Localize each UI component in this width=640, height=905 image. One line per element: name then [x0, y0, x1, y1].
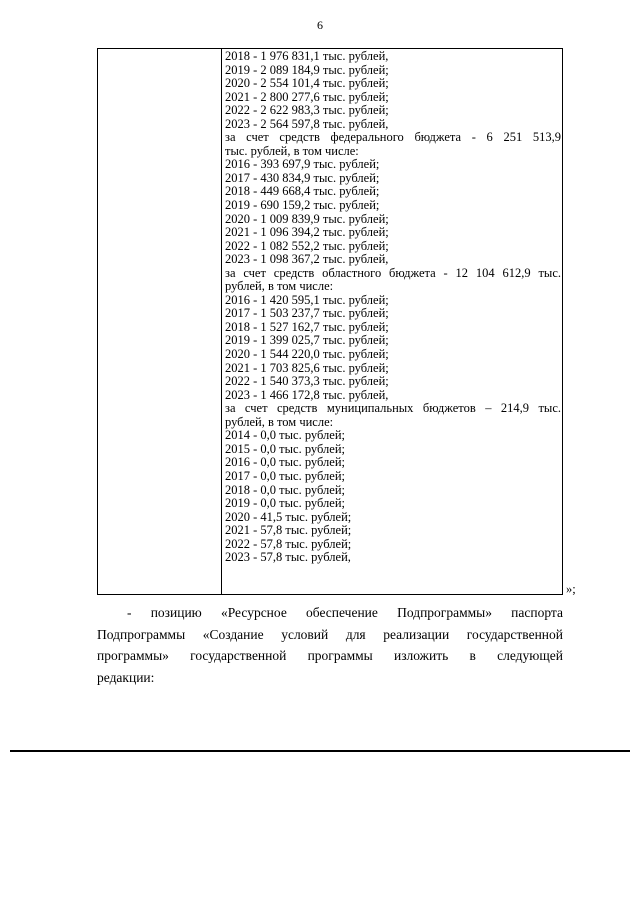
table-line: 2022 - 1 540 373,3 тыс. рублей; [225, 374, 389, 389]
table-line: тыс. рублей, в том числе: [225, 143, 359, 158]
table-line: 2021 - 57,8 тыс. рублей; [225, 523, 352, 538]
table-line: 2019 - 0,0 тыс. рублей; [225, 496, 345, 511]
table-line: 2016 - 393 697,9 тыс. рублей; [225, 157, 380, 172]
table-line: 2018 - 0,0 тыс. рублей; [225, 482, 345, 497]
table-line: 2022 - 2 622 983,3 тыс. рублей; [225, 103, 389, 118]
table-line: 2017 - 0,0 тыс. рублей; [225, 468, 345, 483]
table-line: рублей, в том числе: [225, 279, 334, 294]
paragraph-line: редакции: [97, 669, 155, 685]
paragraph-line: - позицию «Ресурсное обеспечение Подпрограммы» паспорта [127, 605, 563, 620]
table-line: 2022 - 57,8 тыс. рублей; [225, 536, 352, 551]
funding-table [97, 48, 563, 595]
table-line: 2023 - 1 098 367,2 тыс. рублей, [225, 252, 389, 267]
table-line: рублей, в том числе: [225, 414, 334, 429]
page-number: 6 [317, 18, 323, 32]
table-line: 2021 - 1 096 394,2 тыс. рублей; [225, 225, 389, 240]
table-line: 2021 - 1 703 825,6 тыс. рублей; [225, 360, 389, 375]
horizontal-rule [10, 750, 630, 752]
table-line: 2018 - 1 976 831,1 тыс. рублей, [225, 49, 389, 63]
paragraph-line: программы» государственной программы изложить в следующей [97, 648, 563, 663]
table-column-divider [221, 49, 222, 594]
paragraph-line: Подпрограммы «Создание условий для реализации государственной [97, 626, 563, 642]
table-line: 2019 - 2 089 184,9 тыс. рублей; [225, 62, 389, 77]
table-line: 2023 - 1 466 172,8 тыс. рублей, [225, 387, 389, 402]
table-line: за счет средств федерального бюджета - 6 251 513,9 [225, 130, 561, 145]
table-line: 2023 - 57,8 тыс. рублей, [225, 550, 351, 565]
table-line: 2014 - 0,0 тыс. рублей; [225, 428, 345, 443]
table-line: 2020 - 1 544 220,0 тыс. рублей; [225, 347, 389, 362]
table-line: 2019 - 690 159,2 тыс. рублей; [225, 198, 380, 213]
table-line: 2019 - 1 399 025,7 тыс. рублей; [225, 333, 389, 348]
table-line: 2023 - 2 564 597,8 тыс. рублей, [225, 116, 389, 131]
body-paragraph [97, 602, 563, 688]
table-line: 2018 - 1 527 162,7 тыс. рублей; [225, 319, 389, 334]
table-line: 2020 - 1 009 839,9 тыс. рублей; [225, 211, 389, 226]
table-line: 2016 - 1 420 595,1 тыс. рублей; [225, 292, 389, 307]
table-line: 2018 - 449 668,4 тыс. рублей; [225, 184, 380, 199]
table-line: 2017 - 1 503 237,7 тыс. рублей; [225, 306, 389, 321]
table-line: за счет средств областного бюджета - 12 104 612,9 тыс. [225, 265, 561, 280]
table-line: 2022 - 1 082 552,2 тыс. рублей; [225, 238, 389, 253]
table-line: за счет средств муниципальных бюджетов – 214,9 тыс. [225, 401, 561, 416]
table-line: 2021 - 2 800 277,6 тыс. рублей; [225, 89, 389, 104]
table-line: 2015 - 0,0 тыс. рублей; [225, 441, 345, 456]
table-line: 2016 - 0,0 тыс. рублей; [225, 455, 345, 470]
table-cell-funding-details [225, 50, 561, 565]
table-line: 2020 - 41,5 тыс. рублей; [225, 509, 352, 524]
closing-quote: »; [566, 582, 576, 596]
table-line: 2020 - 2 554 101,4 тыс. рублей; [225, 76, 389, 91]
table-line: 2017 - 430 834,9 тыс. рублей; [225, 170, 380, 185]
